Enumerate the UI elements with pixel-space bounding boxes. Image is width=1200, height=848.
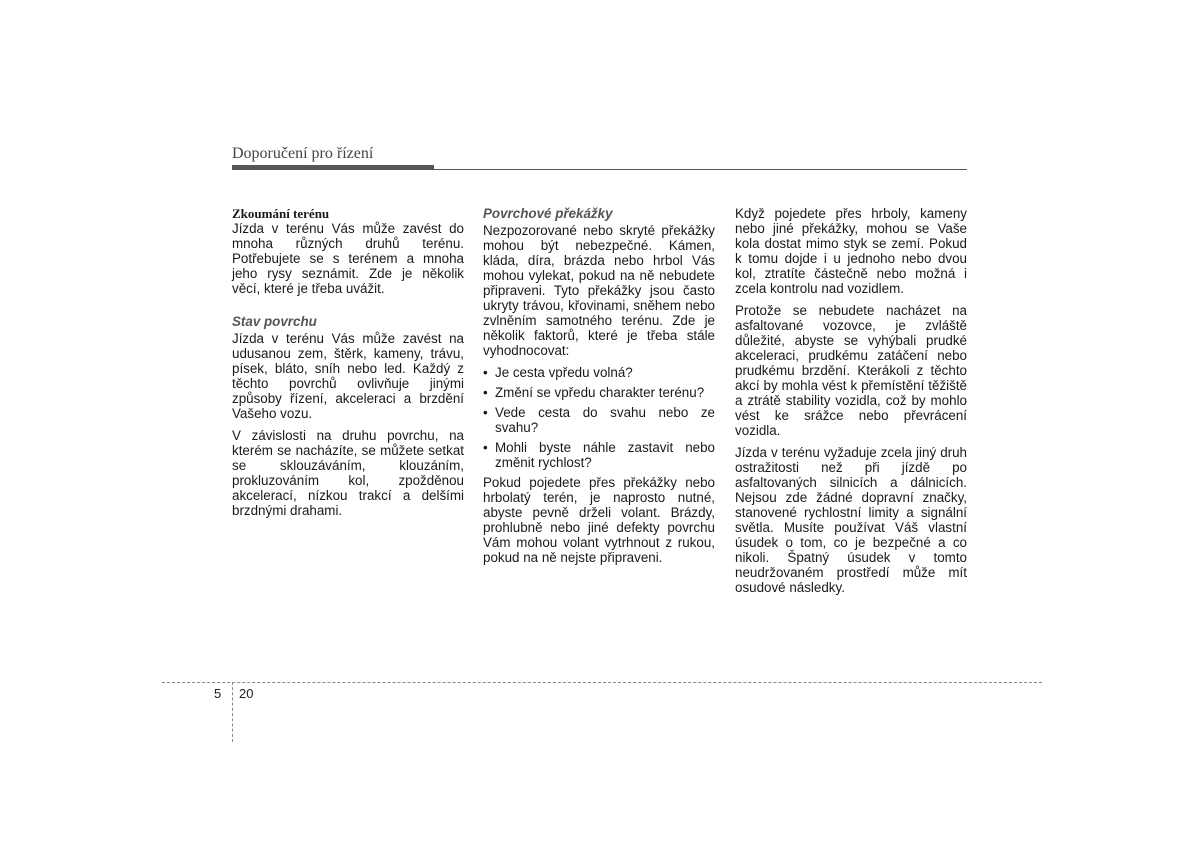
header-rule-thick: [232, 165, 434, 170]
list-item: • Je cesta vpředu volná?: [483, 365, 633, 380]
bullet-icon: •: [483, 405, 488, 420]
paragraph: V závislosti na druhu povrchu, na kterém se nacházíte, se můžete setkat se sklouzáváním, klouzáním, prokluzováním kol, zpožděnou akcelerací, nízkou trakcí a delšími brzdnými drahami.: [232, 428, 464, 518]
paragraph: Protože se nebudete nacházet na asfaltované vozovce, je zvláště důležité, abyste se vyhýbali prudké akceleraci, prudkému zatáčení nebo prudkému brzdění. Kterákoli z těchto akcí by mohla vést k přemístění těžiště a ztrátě stability vozidla, což by mohlo vést ke srážce nebo převrácení vozidla.: [735, 303, 967, 438]
paragraph: Pokud pojedete přes překážky nebo hrbolatý terén, je naprosto nutné, abyste pevně drželi volant. Brázdy, prohlubně nebo jiné defekty povrchu Vám mohou volant vytrhnout z rukou, pokud na ně nejste připraveni.: [483, 475, 715, 565]
bullet-icon: •: [483, 365, 488, 380]
list-item: • Změní se vpředu charakter terénu?: [483, 385, 705, 400]
chapter-number: 5: [214, 686, 222, 701]
paragraph: Jízda v terénu vyžaduje zcela jiný druh ostražitosti než při jízdě po asfaltovaných silnicích a dálnicích. Nejsou zde žádné dopravní značky, stanovené rychlostní limity a signální světla. Musíte používat Váš vlastní úsudek o tom, co je bezpečné a co nikoli. Špatný úsudek v tomto neudržovaném prostředí může mít osudové následky.: [735, 445, 967, 595]
paragraph: Když pojedete přes hrboly, kameny nebo jiné překážky, mohou se Vaše kola dostat mimo styk se zemí. Pokud k tomu dojde i u jednoho nebo dvou kol, ztratíte částečně nebo možná i zcela kontrolu nad vozidlem.: [735, 206, 967, 296]
subheading-surface-obstacles: Povrchové překážky: [483, 206, 613, 221]
paragraph: Jízda v terénu Vás může zavést do mnoha různých druhů terénu. Potřebujete se s terénem a mnoha jeho rysy seznámit. Zde je několik věcí, které je třeba uvážit.: [232, 221, 464, 296]
heading-terrain-survey: Zkoumání terénu: [232, 206, 330, 221]
text-column-3: [735, 206, 967, 602]
footer-rule: [162, 682, 1042, 683]
subheading-surface-condition: Stav povrchu: [232, 314, 317, 329]
bullet-icon: •: [483, 440, 488, 455]
list-item: • Vede cesta do svahu nebo ze svahu?: [483, 405, 715, 435]
text-column-1: [232, 206, 464, 525]
bullet-icon: •: [483, 385, 488, 400]
footer-divider: [232, 682, 233, 742]
text-column-2: [483, 206, 715, 572]
paragraph: Jízda v terénu Vás může zavést na udusanou zem, štěrk, kameny, trávu, písek, bláto, sníh nebo led. Každý z těchto povrchů ovlivňuje jinými způsoby řízení, akceleraci a brzdění Vašeho vozu.: [232, 331, 464, 421]
section-title: Doporučení pro řízení: [232, 145, 374, 162]
page-number: 20: [239, 686, 254, 701]
list-item: • Mohli byste náhle zastavit nebo změnit rychlost?: [483, 440, 715, 470]
header-rule-thin: [434, 169, 967, 170]
bullet-list: [483, 365, 715, 470]
paragraph: Nezpozorované nebo skryté překážky mohou být nebezpečné. Kámen, kláda, díra, brázda nebo hrbol Vás mohou vylekat, pokud na ně nebudete připraveni. Tyto překážky jsou často ukryty trávou, křovinami, sněhem nebo zvlněním samotného terénu. Zde je několik faktorů, které je třeba stále vyhodnocovat:: [483, 223, 715, 358]
